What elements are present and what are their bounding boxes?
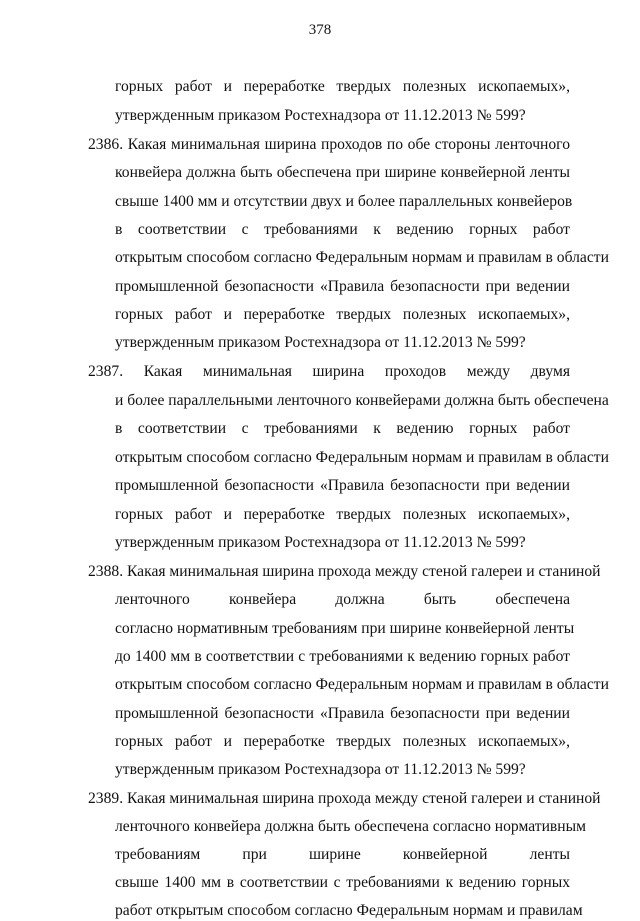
- text-line: требованиям при ширине конвейерной ленты: [115, 846, 570, 863]
- text-line: промышленной безопасности «Правила безопасности при ведении: [115, 705, 570, 722]
- text-line: в соответствии с требованиями к ведению горных работ: [115, 420, 570, 437]
- text-line: открытым способом согласно Федеральным нормам и правилам в области: [115, 449, 609, 466]
- text-line: в соответствии с требованиями к ведению горных работ: [115, 221, 570, 238]
- text-line: горных работ и переработке твердых полезных ископаемых»,: [115, 306, 570, 323]
- text-line: до 1400 мм в соответствии с требованиями к ведению горных работ: [115, 648, 570, 665]
- text-line: открытым способом согласно Федеральным нормам и правилам в области: [115, 249, 609, 266]
- text-line: 2387. Какая минимальная ширина проходов между двумя: [88, 363, 570, 380]
- text-line: конвейера должна быть обеспечена при ширине конвейерной ленты: [115, 164, 570, 181]
- text-line: ленточного конвейера должна быть обеспечена согласно нормативным: [115, 818, 586, 835]
- text-line: свыше 1400 мм и отсутствии двух и более параллельных конвейеров: [115, 193, 573, 210]
- text-line: горных работ и переработке твердых полезных ископаемых»,: [115, 506, 570, 523]
- text-line: утвержденным приказом Ростехнадзора от 11.12.2013 № 599?: [115, 334, 526, 351]
- text-line: открытым способом согласно Федеральным нормам и правилам в области: [115, 676, 609, 693]
- page-number: 378: [308, 22, 332, 38]
- text-line: утвержденным приказом Ростехнадзора от 11.12.2013 № 599?: [115, 534, 526, 551]
- text-line: горных работ и переработке твердых полезных ископаемых»,: [115, 78, 570, 95]
- text-line: согласно нормативным требованиям при ширине конвейерной ленты: [115, 620, 575, 637]
- text-line: промышленной безопасности «Правила безопасности при ведении: [115, 477, 570, 494]
- text-line: свыше 1400 мм в соответствии с требованиями к ведению горных: [115, 874, 570, 891]
- text-line: утвержденным приказом Ростехнадзора от 11.12.2013 № 599?: [115, 107, 526, 124]
- text-line: промышленной безопасности «Правила безопасности при ведении: [115, 278, 570, 295]
- text-line: работ открытым способом согласно Федеральным нормам и правилам: [115, 902, 583, 919]
- text-line: 2388. Какая минимальная ширина прохода между стеной галереи и станиной: [88, 563, 601, 580]
- text-line: 2386. Какая минимальная ширина проходов по обе стороны ленточного: [88, 136, 570, 153]
- text-line: утвержденным приказом Ростехнадзора от 11.12.2013 № 599?: [115, 761, 526, 778]
- text-line: горных работ и переработке твердых полезных ископаемых»,: [115, 733, 570, 750]
- text-line: и более параллельными ленточного конвейерами должна быть обеспечена: [115, 392, 609, 409]
- text-line: ленточного конвейера должна быть обеспечена: [115, 591, 570, 608]
- text-line: 2389. Какая минимальная ширина прохода между стеной галереи и станиной: [88, 790, 601, 807]
